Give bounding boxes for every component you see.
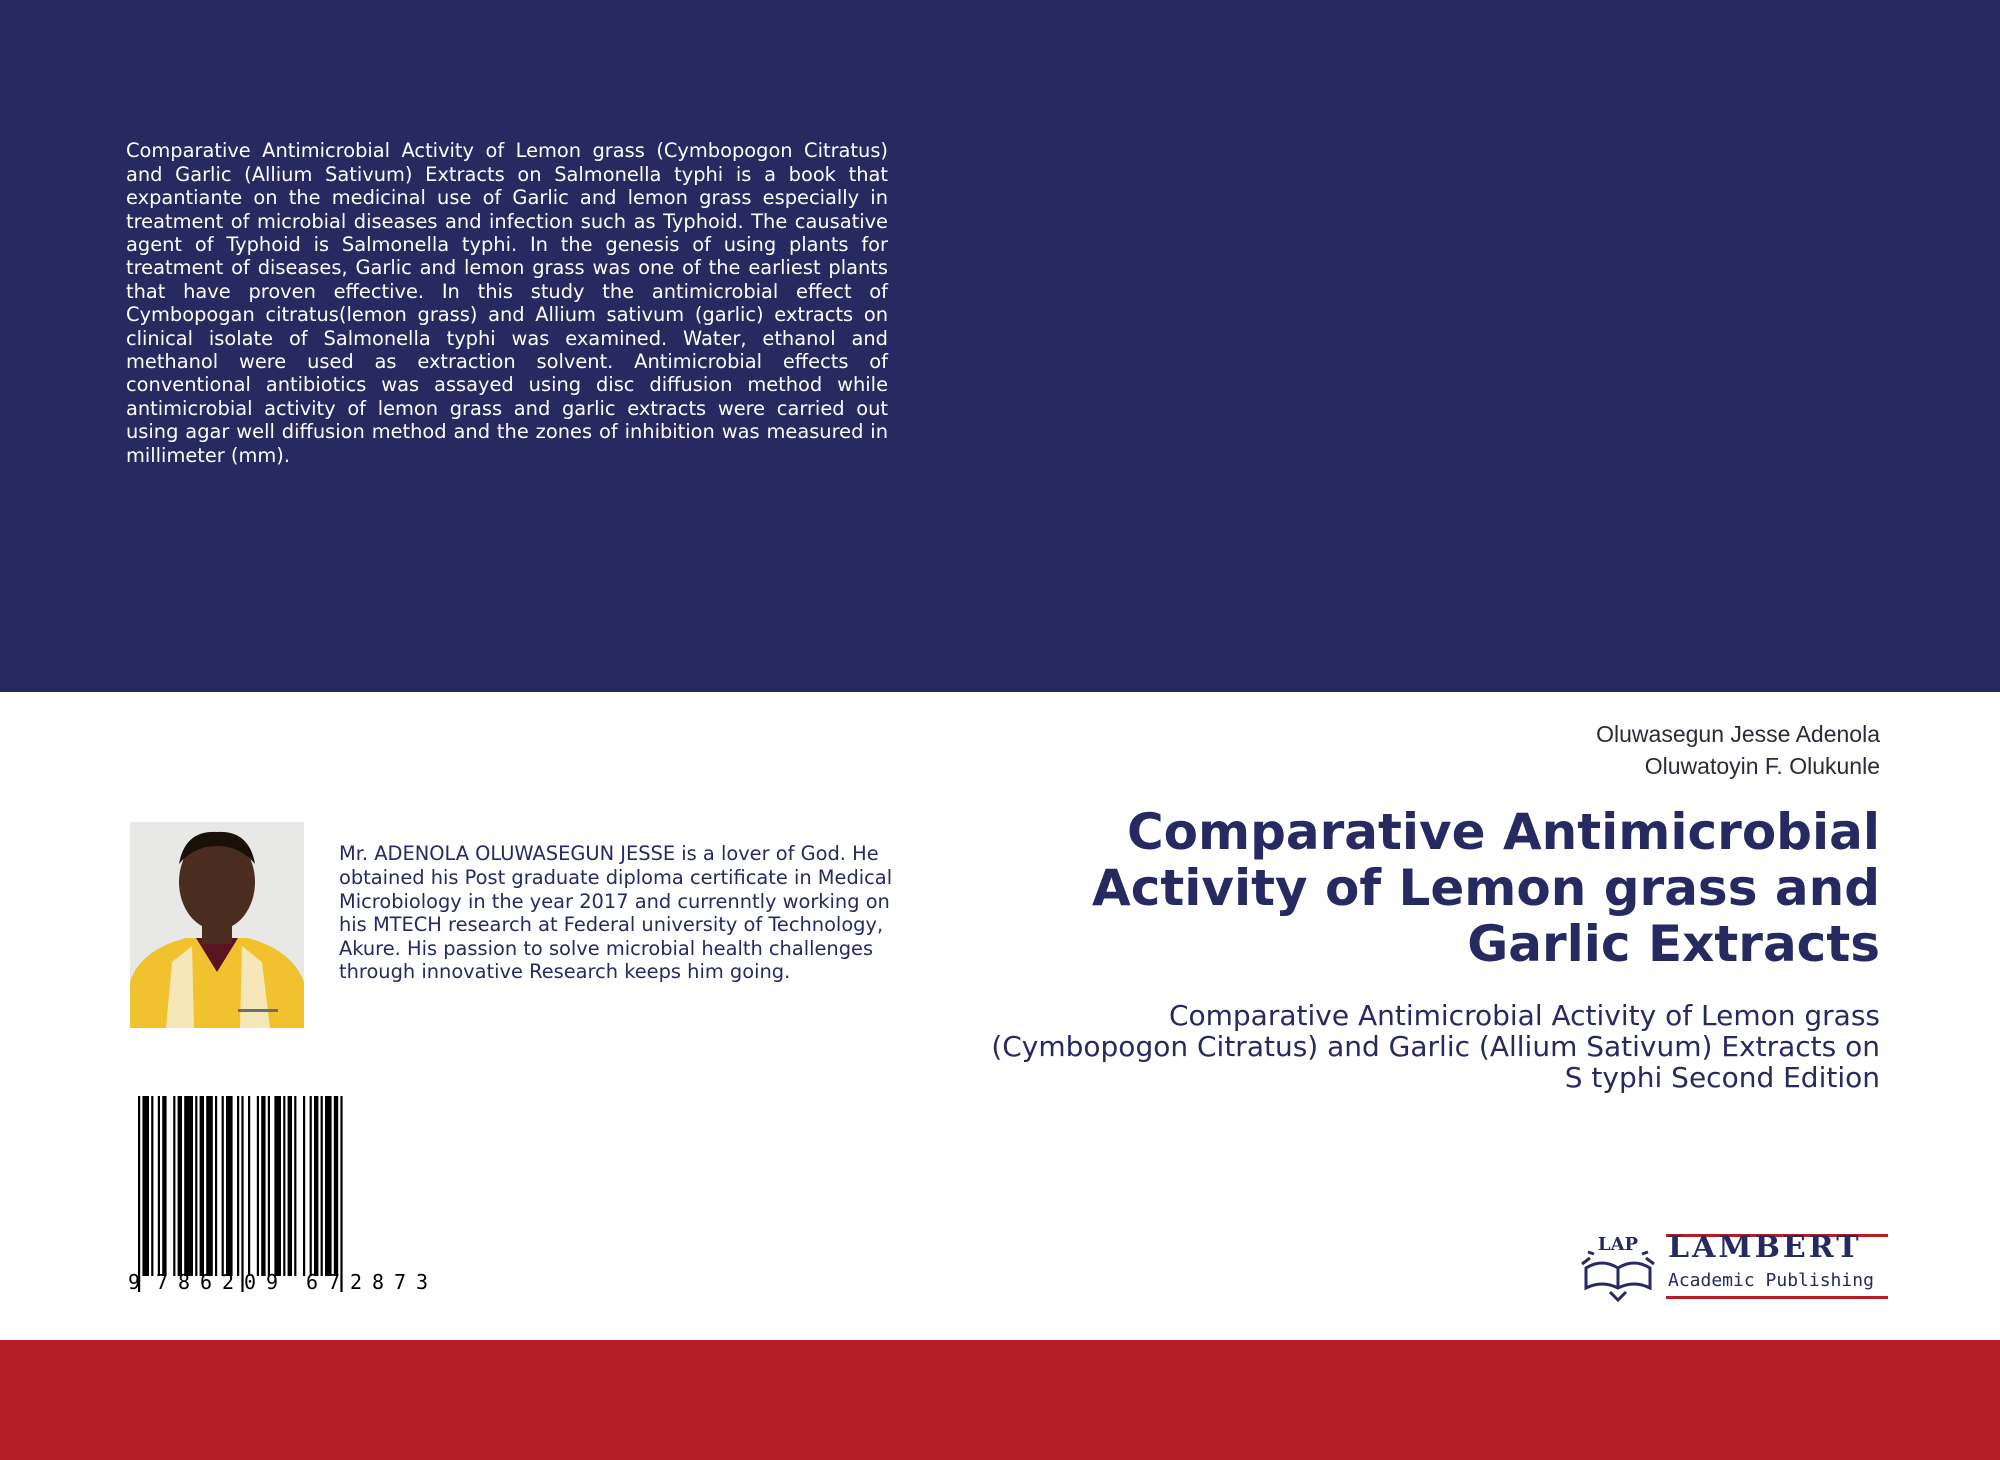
barcode-bar bbox=[325, 1096, 332, 1276]
barcode-bar bbox=[261, 1096, 265, 1276]
barcode-bar bbox=[283, 1096, 285, 1276]
back-cover-band bbox=[0, 0, 2000, 692]
isbn-digit: 0 bbox=[244, 1270, 257, 1292]
author-list bbox=[1596, 718, 1880, 782]
barcode-bar bbox=[237, 1096, 239, 1276]
barcode-bar bbox=[200, 1096, 204, 1276]
isbn-digit: 2 bbox=[222, 1270, 235, 1292]
author-bio: Mr. ADENOLA OLUWASEGUN JESSE is a lover of God. He obtained his Post graduate diploma certificate in Medical Microbiology in the year 2017 and currenntly working on his MTECH research at Federal university of Technology, Akure. His passion to solve microbial health challenges through innovative Research keeps him going. bbox=[339, 842, 893, 984]
barcode-bar bbox=[248, 1096, 250, 1276]
bottom-band bbox=[0, 1340, 2000, 1460]
barcode-bar bbox=[334, 1096, 338, 1276]
isbn-digit: 9 bbox=[128, 1270, 141, 1292]
isbn-digit: 2 bbox=[350, 1270, 363, 1292]
barcode-bar bbox=[142, 1096, 149, 1276]
isbn-digit: 7 bbox=[394, 1270, 407, 1292]
barcode-bar bbox=[288, 1096, 292, 1276]
barcode-digits bbox=[128, 1270, 428, 1292]
barcode-bar bbox=[158, 1096, 160, 1276]
barcode-bar bbox=[314, 1096, 318, 1276]
barcode-bar bbox=[226, 1096, 233, 1276]
barcode-bar bbox=[162, 1096, 166, 1276]
barcode-bar bbox=[303, 1096, 305, 1276]
isbn-digit: 7 bbox=[328, 1270, 341, 1292]
author-name: Oluwatoyin F. Olukunle bbox=[1644, 753, 1880, 779]
barcode-bar bbox=[195, 1096, 197, 1276]
back-cover-blurb: Comparative Antimicrobial Activity of Lemon grass (Cymbopogon Citratus) and Garlic (Allium Sativum) Extracts on Salmonella typhi is a book that expantiante on the medicinal use of Garlic and lemon grass especially in treatment of microbial diseases and infection such as Typhoid. The causative agent of Typhoid is Salmonella typhi. In the genesis of using plants for treatment of diseases, Garlic and lemon grass was one of the earliest plants that have proven effective. In this study the antimicrobial effect of Cymbopogan citratus(lemon grass) and Allium sativum (garlic) extracts on clinical isolate of Salmonella typhi was examined. Water, ethanol and methanol were used as extraction solvent. Antimicrobial effects of conventional antibiotics was assayed using disc diffusion method while antimicrobial activity of lemon grass and garlic extracts were carried out using agar well diffusion method and the zones of inhibition was measured in millimeter (mm). bbox=[126, 139, 888, 467]
publisher-name: LAMBERT bbox=[1668, 1230, 1862, 1265]
barcode-bar bbox=[294, 1096, 296, 1276]
isbn-digit: 9 bbox=[266, 1270, 279, 1292]
book-subtitle: Comparative Antimicrobial Activity of Lemon grass (Cymbopogon Citratus) and Garlic (Allium Sativum) Extracts on S typhi Second Edition bbox=[991, 999, 1880, 1094]
barcode-bar bbox=[151, 1096, 153, 1276]
author-name: Oluwasegun Jesse Adenola bbox=[1596, 721, 1880, 747]
isbn-digit: 6 bbox=[200, 1270, 213, 1292]
barcode-bar bbox=[173, 1096, 175, 1276]
barcode-bar bbox=[310, 1096, 312, 1276]
barcode-bar bbox=[274, 1096, 281, 1276]
isbn-digit: 3 bbox=[416, 1270, 429, 1292]
barcode-bar bbox=[138, 1096, 140, 1292]
publisher-tagline: Academic Publishing bbox=[1668, 1270, 1874, 1291]
isbn-digit: 7 bbox=[156, 1270, 169, 1292]
barcode-bar bbox=[321, 1096, 323, 1276]
open-book-icon bbox=[1578, 1228, 1658, 1302]
isbn-barcode bbox=[120, 1096, 460, 1292]
barcode-bar bbox=[222, 1096, 224, 1276]
publisher-logo bbox=[1578, 1228, 1890, 1302]
barcode-bar bbox=[268, 1096, 270, 1276]
barcode-bar bbox=[215, 1096, 217, 1276]
publisher-emblem-text: LAP bbox=[1597, 1234, 1639, 1255]
barcode-bars bbox=[138, 1096, 343, 1292]
barcode-bar bbox=[206, 1096, 213, 1276]
barcode-bar bbox=[184, 1096, 193, 1276]
isbn-digit: 8 bbox=[178, 1270, 191, 1292]
book-title: Comparative Antimicrobial Activity of Lemon grass and Garlic Extracts bbox=[1092, 803, 1880, 973]
barcode-bar bbox=[257, 1096, 259, 1276]
isbn-digit: 8 bbox=[372, 1270, 385, 1292]
logo-rule bbox=[1666, 1296, 1888, 1299]
barcode-bar bbox=[178, 1096, 182, 1276]
isbn-digit: 6 bbox=[306, 1270, 319, 1292]
barcode-bar bbox=[340, 1096, 342, 1292]
author-portrait-icon bbox=[130, 822, 304, 1028]
barcode-bar bbox=[241, 1096, 243, 1292]
